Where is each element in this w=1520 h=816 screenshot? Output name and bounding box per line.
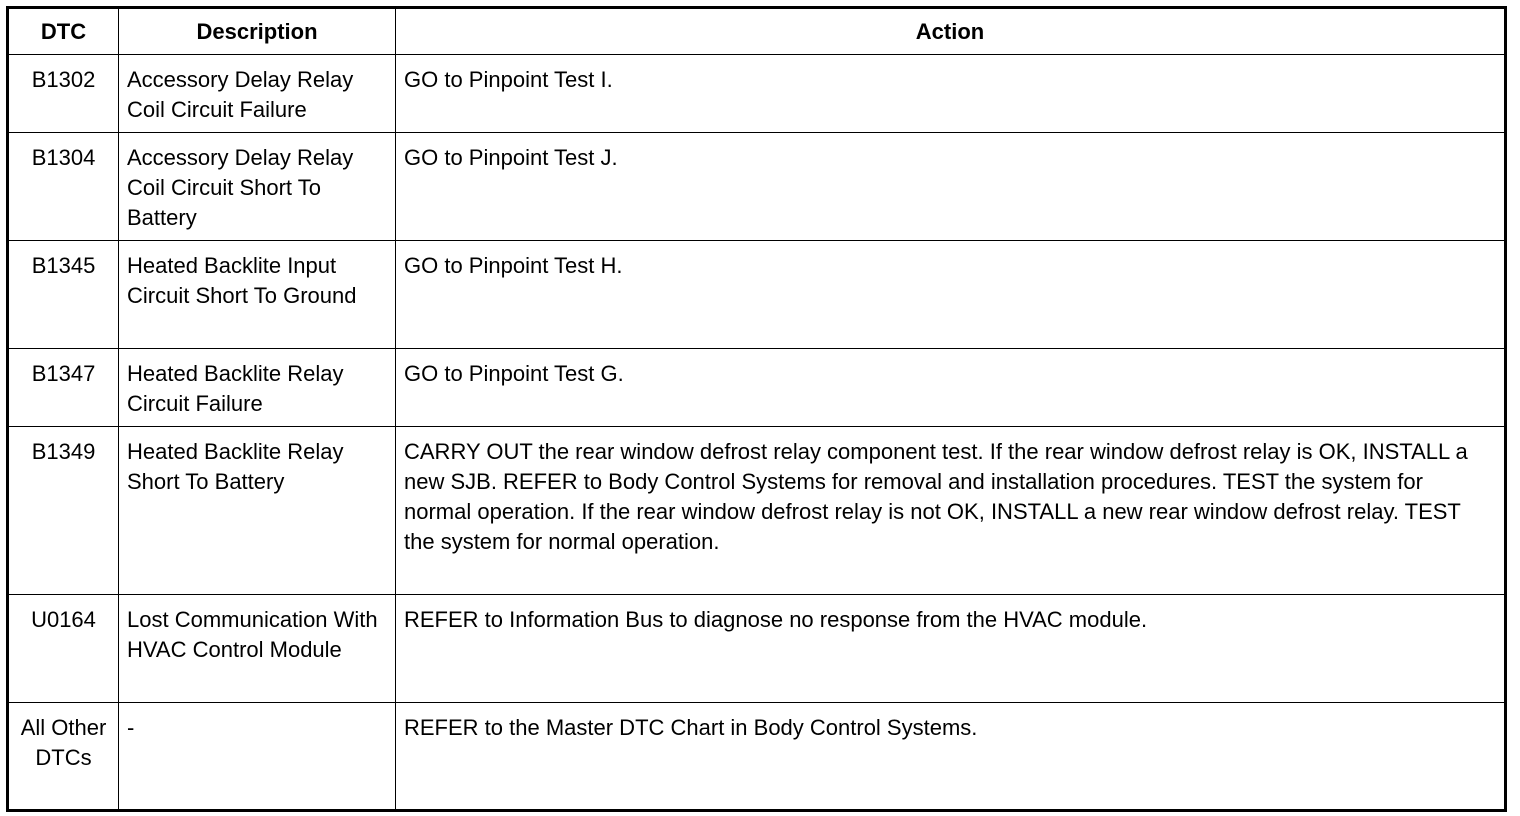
action-cell: CARRY OUT the rear window defrost relay component test. If the rear window defrost relay is OK, INSTALL a new SJB. REFER to Body Control Systems for removal and installation procedures. TEST the system for normal operation. If the rear window defrost relay is not OK, INSTALL a new rear window defrost relay. TEST the system for normal operation. xyxy=(396,427,1506,595)
description-cell: Lost Communication With HVAC Control Module xyxy=(119,595,396,703)
action-cell: GO to Pinpoint Test I. xyxy=(396,55,1506,133)
dtc-code-cell: All Other DTCs xyxy=(8,703,119,811)
table-row xyxy=(8,241,1506,349)
dtc-table xyxy=(6,6,1507,812)
description-cell: Accessory Delay Relay Coil Circuit Short To Battery xyxy=(119,133,396,241)
action-cell: REFER to Information Bus to diagnose no response from the HVAC module. xyxy=(396,595,1506,703)
dtc-code-cell: B1345 xyxy=(8,241,119,349)
table-row xyxy=(8,703,1506,811)
action-cell: GO to Pinpoint Test H. xyxy=(396,241,1506,349)
table-header-row xyxy=(8,8,1506,55)
table-row xyxy=(8,55,1506,133)
dtc-code-cell: B1347 xyxy=(8,349,119,427)
header-description: Description xyxy=(119,8,396,55)
table-row xyxy=(8,349,1506,427)
description-cell: Accessory Delay Relay Coil Circuit Failure xyxy=(119,55,396,133)
description-cell: Heated Backlite Relay Circuit Failure xyxy=(119,349,396,427)
dtc-code-cell: U0164 xyxy=(8,595,119,703)
description-cell: Heated Backlite Relay Short To Battery xyxy=(119,427,396,595)
action-cell: GO to Pinpoint Test G. xyxy=(396,349,1506,427)
dtc-code-cell: B1304 xyxy=(8,133,119,241)
header-action: Action xyxy=(396,8,1506,55)
table-row xyxy=(8,595,1506,703)
description-cell: Heated Backlite Input Circuit Short To Ground xyxy=(119,241,396,349)
table-row xyxy=(8,427,1506,595)
header-dtc: DTC xyxy=(8,8,119,55)
dtc-code-cell: B1349 xyxy=(8,427,119,595)
action-cell: REFER to the Master DTC Chart in Body Control Systems. xyxy=(396,703,1506,811)
description-cell: - xyxy=(119,703,396,811)
table-row xyxy=(8,133,1506,241)
action-cell: GO to Pinpoint Test J. xyxy=(396,133,1506,241)
dtc-code-cell: B1302 xyxy=(8,55,119,133)
